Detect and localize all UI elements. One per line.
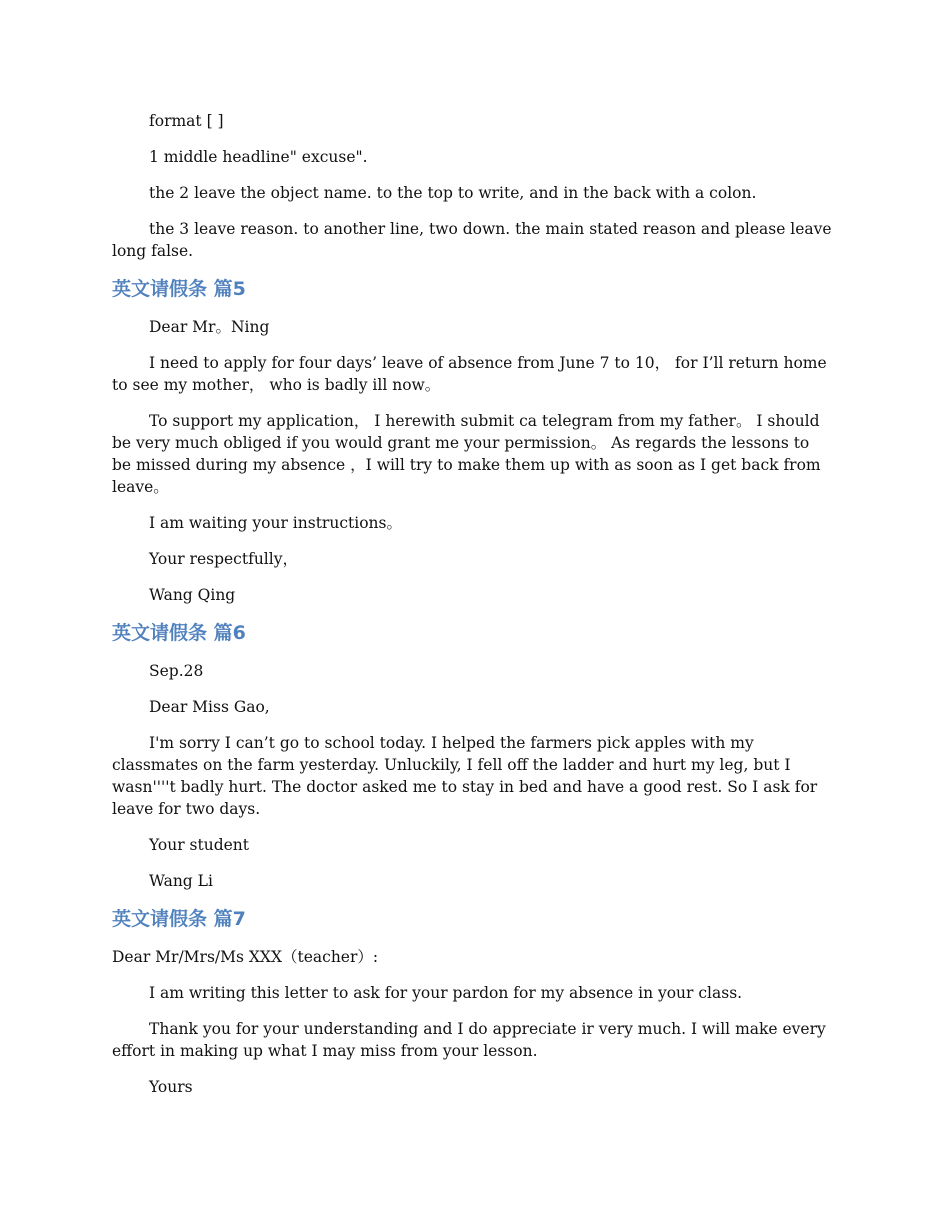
- intro-paragraph: 1 middle headline" excuse".: [149, 148, 368, 166]
- letter-signature: Wang Qing: [149, 586, 236, 604]
- intro-paragraph: the 2 leave the object name. to the top to write, and in the back with a colon.: [149, 184, 757, 202]
- section-heading-6: 英文请假条 篇6: [112, 622, 246, 644]
- letter-body-paragraph: I'm sorry I can’t go to school today. I helped the farmers pick apples with my classmates on the farm yesterday. Unluckily, I fell off the ladder and hurt my leg, but I wasn''''t badly hurt. The doctor asked me to stay in bed and have a good rest. So I ask for leave for two days.: [112, 734, 818, 818]
- letter-body-paragraph: I need to apply for four days’ leave of absence from June 7 to 10， for I’ll return home to see my mother， who is badly ill now。: [112, 354, 827, 394]
- section-heading-7: 英文请假条 篇7: [112, 908, 246, 930]
- intro-paragraph: the 3 leave reason. to another line, two down. the main stated reason and please leave long false.: [112, 220, 832, 260]
- letter-signature: Wang Li: [149, 872, 213, 890]
- section-heading-5: 英文请假条 篇5: [112, 278, 246, 300]
- letter-closing: Your student: [149, 836, 250, 854]
- letter-salutation: Dear Mr/Mrs/Ms XXX（teacher）:: [112, 948, 379, 966]
- letter-body-paragraph: Thank you for your understanding and I do appreciate ir very much. I will make every effort in making up what I may miss from your lesson.: [112, 1020, 826, 1060]
- intro-paragraph: format [ ]: [149, 112, 224, 130]
- letter-date: Sep.28: [149, 662, 204, 680]
- letter-closing: Yours: [149, 1078, 193, 1096]
- letter-salutation: Dear Miss Gao,: [149, 698, 270, 716]
- letter-body-paragraph: I am waiting your instructions。: [149, 514, 402, 532]
- letter-body-paragraph: I am writing this letter to ask for your pardon for my absence in your class.: [149, 984, 743, 1002]
- letter-body-paragraph: To support my application， I herewith submit ca telegram from my father。 I should be very much obliged if you would grant me your permission。 As regards the lessons to be missed during my absence ，I will try to make them up with as soon as I get back from leave。: [112, 412, 821, 496]
- letter-salutation: Dear Mr。Ning: [149, 318, 270, 336]
- letter-closing: Your respectfully，: [149, 550, 298, 568]
- document-page: [112, 110, 832, 1112]
